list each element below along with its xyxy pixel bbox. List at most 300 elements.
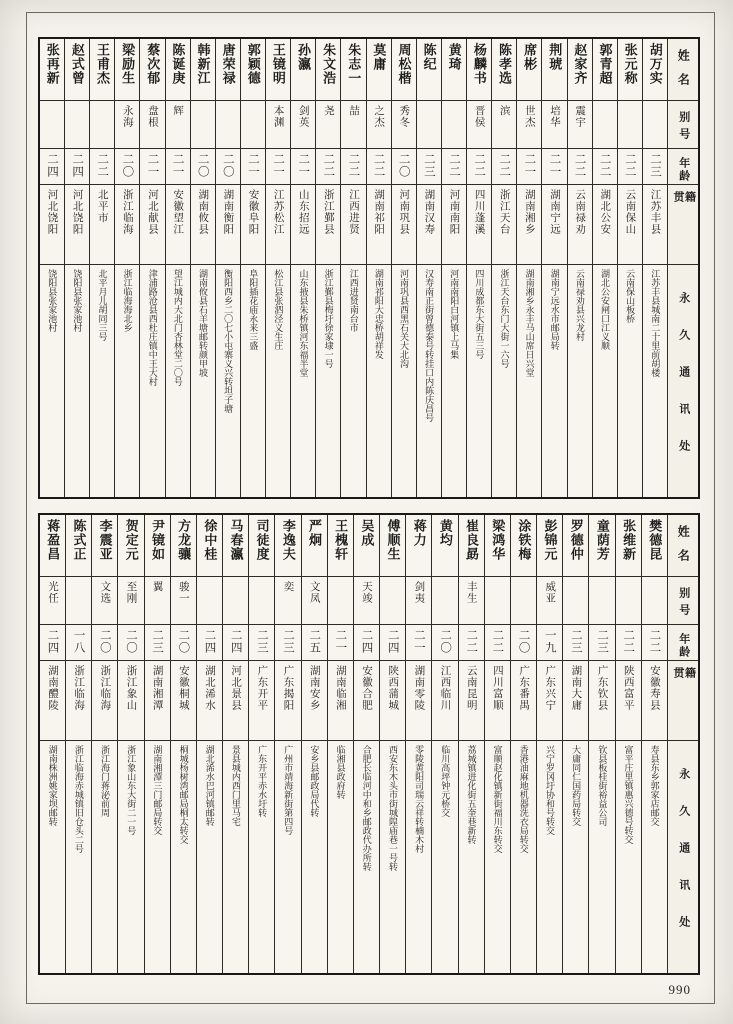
entry-column bbox=[197, 515, 223, 973]
cell-alias bbox=[223, 577, 248, 625]
cell-name bbox=[92, 515, 117, 577]
age-text: 二二 bbox=[96, 153, 109, 178]
name-text: 吴成 bbox=[359, 519, 375, 547]
native_place-text: 江西临川 bbox=[439, 665, 451, 711]
cell-name bbox=[40, 515, 65, 577]
cell-native_place bbox=[191, 185, 215, 265]
cell-alias bbox=[492, 101, 516, 149]
cell-name bbox=[367, 39, 391, 101]
cell-address bbox=[316, 265, 340, 497]
address-text: 浙江临海海北乡 bbox=[122, 269, 133, 332]
native_place-text: 湖南宁远 bbox=[548, 189, 560, 235]
column-header-native_place: 籍贯 bbox=[672, 667, 696, 704]
cell-name bbox=[392, 39, 416, 101]
cell-address bbox=[642, 741, 667, 973]
native_place-text: 云南禄劝 bbox=[574, 189, 586, 235]
cell-alias bbox=[618, 101, 642, 149]
entry-column bbox=[140, 39, 165, 497]
address-text: 西安东木头市街城隍庙巷一号转 bbox=[387, 745, 398, 871]
age-text: 二四 bbox=[46, 629, 59, 654]
address-text: 寿县东乡郭家店邮交 bbox=[649, 745, 660, 826]
entry-column bbox=[65, 39, 90, 497]
cell-address bbox=[40, 265, 64, 497]
name-text: 胡万实 bbox=[647, 43, 663, 85]
alias-text: 培华 bbox=[548, 105, 560, 128]
native_place-text: 安徽桐城 bbox=[177, 665, 189, 711]
cell-native_place bbox=[432, 661, 457, 741]
entry-column bbox=[618, 39, 643, 497]
cell-native_place bbox=[249, 661, 274, 741]
cell-name bbox=[65, 39, 89, 101]
age-text: 二一 bbox=[171, 153, 184, 178]
name-text: 杨麟书 bbox=[471, 43, 487, 85]
address-text: 临川高坪钟元桥交 bbox=[440, 745, 451, 817]
cell-alias bbox=[542, 101, 566, 149]
address-text: 饶阳县张家池村 bbox=[47, 269, 58, 332]
address-text: 钦县板桂街裕益公司 bbox=[597, 745, 608, 826]
cell-native_place bbox=[223, 661, 248, 741]
entry-column bbox=[115, 39, 140, 497]
entry-column bbox=[316, 39, 341, 497]
cell-name bbox=[517, 39, 541, 101]
address-text: 四川成都东大街五三号 bbox=[474, 269, 485, 359]
address-text: 河南南阳白河镇上马集 bbox=[449, 269, 460, 359]
age-text: 二〇 bbox=[221, 153, 234, 178]
native_place-text: 湖北浠水 bbox=[204, 665, 215, 711]
age-text: 二四 bbox=[71, 153, 84, 178]
name-text: 荆琥 bbox=[547, 43, 563, 71]
address-text: 浙江海门蒋泌前周 bbox=[100, 745, 111, 817]
cell-alias bbox=[328, 577, 353, 625]
age-text: 二三 bbox=[255, 629, 268, 654]
cell-alias bbox=[459, 577, 484, 625]
cell-native_place bbox=[171, 661, 196, 741]
cell-name bbox=[90, 39, 114, 101]
cell-native_place bbox=[216, 185, 240, 265]
address-text: 云南保山板桥 bbox=[625, 269, 636, 323]
cell-alias bbox=[291, 101, 315, 149]
cell-age bbox=[266, 149, 290, 185]
age-text: 二二 bbox=[347, 153, 360, 178]
cell-alias bbox=[40, 577, 65, 625]
native_place-text: 湖南醴陵 bbox=[46, 665, 58, 711]
cell-age bbox=[643, 149, 667, 185]
cell-name bbox=[459, 515, 484, 577]
entry-column bbox=[341, 39, 366, 497]
name-text: 马春瀛 bbox=[228, 519, 244, 561]
name-text: 黄均 bbox=[437, 519, 453, 547]
age-text: 二一 bbox=[246, 153, 259, 178]
cell-native_place bbox=[328, 661, 353, 741]
cell-address bbox=[380, 741, 405, 973]
alias-text: 天竣 bbox=[361, 581, 373, 604]
cell-age bbox=[616, 625, 641, 661]
entry-column bbox=[40, 515, 66, 973]
entry-column bbox=[302, 515, 328, 973]
cell-native_place bbox=[266, 185, 290, 265]
alias-text: 至刚 bbox=[125, 581, 137, 604]
address-text: 湖南祁阳大忠桥胡祥发 bbox=[373, 269, 384, 359]
age-text: 二五 bbox=[308, 629, 321, 654]
cell-name bbox=[291, 39, 315, 101]
cell-native_place bbox=[275, 661, 300, 741]
cell-name bbox=[223, 515, 248, 577]
alias-text: 剑英 bbox=[297, 105, 309, 128]
entry-column bbox=[40, 39, 65, 497]
address-text: 兴宁罗冈圩协和号转交 bbox=[544, 745, 555, 835]
cell-alias bbox=[40, 101, 64, 149]
name-text: 樊德昆 bbox=[647, 519, 663, 561]
cell-address bbox=[328, 741, 353, 973]
address-text: 景县城内西门里马宅 bbox=[230, 745, 241, 826]
cell-age bbox=[618, 149, 642, 185]
entry-column bbox=[191, 39, 216, 497]
cell-name bbox=[568, 39, 592, 101]
header-band-native_place bbox=[668, 661, 698, 741]
name-text: 方龙骧 bbox=[176, 519, 192, 561]
cell-name bbox=[642, 515, 667, 577]
address-text: 安乡县邮政局代转 bbox=[309, 745, 320, 817]
native_place-text: 安徽合肥 bbox=[361, 665, 373, 711]
cell-native_place bbox=[406, 661, 431, 741]
native_place-text: 广东番禺 bbox=[518, 665, 530, 711]
cell-address bbox=[66, 741, 91, 973]
cell-alias bbox=[66, 577, 91, 625]
cell-alias bbox=[589, 577, 614, 625]
cell-native_place bbox=[467, 185, 491, 265]
cell-alias bbox=[191, 101, 215, 149]
name-text: 李震亚 bbox=[97, 519, 113, 561]
cell-address bbox=[275, 741, 300, 973]
age-text: 二二 bbox=[498, 153, 511, 178]
cell-native_place bbox=[542, 185, 566, 265]
entry-column bbox=[537, 515, 563, 973]
cell-name bbox=[618, 39, 642, 101]
alias-text: 光任 bbox=[46, 581, 58, 604]
entry-column bbox=[216, 39, 241, 497]
name-text: 彭锦元 bbox=[542, 519, 558, 561]
cell-alias bbox=[302, 577, 327, 625]
entry-column bbox=[354, 515, 380, 973]
cell-native_place bbox=[115, 185, 139, 265]
cell-name bbox=[341, 39, 365, 101]
address-text: 荔城镇进化街五奎巷新转 bbox=[466, 745, 477, 844]
entry-column bbox=[616, 515, 642, 973]
native_place-text: 河北饶阳 bbox=[71, 189, 83, 235]
column-header-age: 年龄 bbox=[677, 632, 690, 659]
address-text: 大庸同仁国药局转交 bbox=[571, 745, 582, 826]
cell-alias bbox=[417, 101, 441, 149]
cell-native_place bbox=[392, 185, 416, 265]
alias-text: 之杰 bbox=[373, 105, 385, 128]
name-text: 罗德仲 bbox=[568, 519, 584, 561]
native_place-text: 湖南湘潭 bbox=[151, 665, 163, 711]
address-text: 衡阳西乡二〇七小屯寨义兴转坦子塘 bbox=[223, 269, 234, 413]
name-text: 郭青超 bbox=[597, 43, 613, 85]
header-band-name bbox=[668, 515, 698, 577]
cell-name bbox=[563, 515, 588, 577]
cell-alias bbox=[92, 577, 117, 625]
cell-age bbox=[642, 625, 667, 661]
cell-address bbox=[115, 265, 139, 497]
cell-native_place bbox=[145, 661, 170, 741]
entry-column bbox=[417, 39, 442, 497]
column-header-alias: 别号 bbox=[677, 110, 690, 145]
cell-address bbox=[367, 265, 391, 497]
address-text: 广州市靖海新街第四号 bbox=[283, 745, 294, 835]
name-text: 陈纪 bbox=[421, 43, 437, 71]
cell-native_place bbox=[459, 661, 484, 741]
cell-alias bbox=[616, 577, 641, 625]
cell-address bbox=[291, 265, 315, 497]
entry-column bbox=[568, 39, 593, 497]
cell-alias bbox=[166, 101, 190, 149]
entry-column bbox=[642, 515, 668, 973]
cell-native_place bbox=[593, 185, 617, 265]
cell-name bbox=[197, 515, 222, 577]
name-text: 梁励生 bbox=[120, 43, 136, 85]
address-text: 松江县张泗泾义生庄 bbox=[273, 269, 284, 350]
age-text: 二一 bbox=[334, 629, 347, 654]
cell-address bbox=[354, 741, 379, 973]
cell-alias bbox=[563, 577, 588, 625]
address-text: 湖北浠水巴河镇邮转 bbox=[204, 745, 215, 826]
native_place-text: 河南南阳 bbox=[448, 189, 460, 235]
cell-native_place bbox=[354, 661, 379, 741]
native_place-text: 湖南汉寿 bbox=[423, 189, 435, 235]
cell-address bbox=[191, 265, 215, 497]
cell-age bbox=[568, 149, 592, 185]
cell-native_place bbox=[302, 661, 327, 741]
age-text: 二三 bbox=[596, 629, 609, 654]
name-text: 张元称 bbox=[622, 43, 638, 85]
name-text: 蒋力 bbox=[411, 519, 427, 547]
cell-age bbox=[66, 625, 91, 661]
cell-native_place bbox=[442, 185, 466, 265]
name-text: 陈式正 bbox=[71, 519, 87, 561]
cell-alias bbox=[367, 101, 391, 149]
entry-column bbox=[380, 515, 406, 973]
cell-native_place bbox=[380, 661, 405, 741]
address-text: 江西进贤南台市 bbox=[348, 269, 359, 332]
cell-address bbox=[568, 265, 592, 497]
entry-column bbox=[593, 39, 618, 497]
cell-name bbox=[140, 39, 164, 101]
native_place-text: 湖南临湘 bbox=[334, 665, 346, 711]
cell-native_place bbox=[341, 185, 365, 265]
native_place-text: 北平市 bbox=[96, 189, 108, 224]
cell-address bbox=[302, 741, 327, 973]
cell-native_place bbox=[90, 185, 114, 265]
cell-alias bbox=[517, 101, 541, 149]
age-text: 二〇 bbox=[98, 629, 111, 654]
cell-age bbox=[511, 625, 536, 661]
cell-address bbox=[40, 741, 65, 973]
entry-column bbox=[291, 39, 316, 497]
cell-native_place bbox=[563, 661, 588, 741]
name-text: 周松楷 bbox=[396, 43, 412, 85]
entry-column bbox=[392, 39, 417, 497]
name-text: 贺定元 bbox=[123, 519, 139, 561]
cell-address bbox=[517, 265, 541, 497]
cell-age bbox=[302, 625, 327, 661]
age-text: 二二 bbox=[622, 629, 635, 654]
age-text: 二四 bbox=[45, 153, 58, 178]
age-text: 二二 bbox=[447, 153, 460, 178]
age-text: 二三 bbox=[422, 153, 435, 178]
header-band-age bbox=[668, 149, 698, 185]
alias-text: 骏一 bbox=[177, 581, 189, 604]
cell-age bbox=[492, 149, 516, 185]
native_place-text: 广东揭阳 bbox=[282, 665, 294, 711]
column-header-name: 姓名 bbox=[676, 524, 691, 573]
cell-alias bbox=[140, 101, 164, 149]
cell-age bbox=[249, 625, 274, 661]
native_place-text: 云南昆明 bbox=[465, 665, 477, 711]
age-text: 二〇 bbox=[517, 629, 530, 654]
cell-native_place bbox=[643, 185, 667, 265]
entry-column bbox=[266, 39, 291, 497]
age-text: 二三 bbox=[569, 629, 582, 654]
cell-address bbox=[266, 265, 290, 497]
cell-alias bbox=[90, 101, 114, 149]
cell-age bbox=[145, 625, 170, 661]
cell-name bbox=[511, 515, 536, 577]
age-text: 二一 bbox=[146, 153, 159, 178]
entry-column bbox=[643, 39, 668, 497]
entry-column bbox=[66, 515, 92, 973]
cell-age bbox=[417, 149, 441, 185]
cell-native_place bbox=[492, 185, 516, 265]
entry-column bbox=[563, 515, 589, 973]
name-text: 蔡次郁 bbox=[145, 43, 161, 85]
age-text: 二二 bbox=[491, 629, 504, 654]
cell-age bbox=[593, 149, 617, 185]
age-text: 二一 bbox=[548, 153, 561, 178]
entry-column bbox=[328, 515, 354, 973]
cell-alias bbox=[171, 577, 196, 625]
name-text: 傅顺生 bbox=[385, 519, 401, 561]
age-text: 二〇 bbox=[125, 629, 137, 654]
name-text: 赵家齐 bbox=[572, 43, 588, 85]
address-text: 富顺赵化镇新街福川东转交 bbox=[492, 745, 503, 853]
native_place-text: 湖南湘乡 bbox=[523, 189, 535, 235]
name-text: 涂铁梅 bbox=[516, 519, 532, 561]
cell-age bbox=[467, 149, 491, 185]
header-band-address bbox=[668, 265, 698, 497]
address-text: 浙江天台东门大街一六号 bbox=[499, 269, 510, 368]
cell-name bbox=[537, 515, 562, 577]
cell-native_place bbox=[642, 661, 667, 741]
name-text: 崔良勗 bbox=[464, 519, 480, 561]
cell-name bbox=[380, 515, 405, 577]
cell-native_place bbox=[65, 185, 89, 265]
native_place-text: 江苏松江 bbox=[272, 189, 284, 235]
column-header-address: 永久通讯处 bbox=[677, 291, 690, 477]
entry-column bbox=[249, 515, 275, 973]
entry-column bbox=[432, 515, 458, 973]
address-text: 桐城杨树湾邮局桐太转交 bbox=[178, 745, 189, 844]
cell-name bbox=[266, 39, 290, 101]
cell-name bbox=[118, 515, 143, 577]
cell-native_place bbox=[40, 661, 65, 741]
entry-column bbox=[92, 515, 118, 973]
cell-native_place bbox=[568, 185, 592, 265]
address-text: 零陵黄阳司瑞云祥转楠木村 bbox=[414, 745, 425, 853]
age-text: 二四 bbox=[203, 629, 216, 654]
age-text: 二一 bbox=[523, 153, 536, 178]
age-text: 二三 bbox=[648, 153, 661, 178]
cell-age bbox=[216, 149, 240, 185]
cell-alias bbox=[118, 577, 143, 625]
alias-text: 威亚 bbox=[544, 581, 556, 604]
cell-address bbox=[417, 265, 441, 497]
cell-age bbox=[65, 149, 89, 185]
cell-address bbox=[593, 265, 617, 497]
cell-alias bbox=[249, 577, 274, 625]
alias-text: 晋侯 bbox=[473, 105, 485, 128]
alias-text: 本渊 bbox=[272, 105, 284, 128]
cell-name bbox=[542, 39, 566, 101]
alias-text: 翼 bbox=[151, 581, 163, 593]
alias-text: 永海 bbox=[121, 105, 133, 128]
native_place-text: 山东招远 bbox=[297, 189, 309, 235]
header-band-alias bbox=[668, 577, 698, 625]
name-text: 李逸夫 bbox=[280, 519, 296, 561]
cell-alias bbox=[467, 101, 491, 149]
name-text: 王镜明 bbox=[270, 43, 286, 85]
cell-native_place bbox=[537, 661, 562, 741]
cell-name bbox=[593, 39, 617, 101]
name-text: 朱志一 bbox=[346, 43, 362, 85]
cell-age bbox=[392, 149, 416, 185]
cell-name bbox=[66, 515, 91, 577]
cell-address bbox=[197, 741, 222, 973]
age-text: 二〇 bbox=[397, 153, 410, 178]
alias-text: 丰生 bbox=[465, 581, 477, 604]
native_place-text: 安徽望江 bbox=[172, 189, 184, 235]
header-band-name bbox=[668, 39, 698, 101]
name-text: 赵式曾 bbox=[69, 43, 85, 85]
cell-name bbox=[316, 39, 340, 101]
cell-age bbox=[90, 149, 114, 185]
alias-text: 滨 bbox=[498, 105, 510, 117]
entry-column bbox=[241, 39, 266, 497]
cell-alias bbox=[593, 101, 617, 149]
name-text: 朱文浩 bbox=[321, 43, 337, 85]
name-text: 张再新 bbox=[44, 43, 60, 85]
cell-address bbox=[616, 741, 641, 973]
entry-column bbox=[145, 515, 171, 973]
native_place-text: 广东钦县 bbox=[596, 665, 608, 711]
cell-age bbox=[537, 625, 562, 661]
address-text: 湖南株洲姚家坝邮转 bbox=[47, 745, 58, 826]
cell-alias bbox=[643, 101, 667, 149]
age-text: 一八 bbox=[72, 629, 85, 654]
address-text: 合肥长临河中和乡邮政代办所转 bbox=[361, 745, 372, 871]
cell-name bbox=[354, 515, 379, 577]
cell-name bbox=[328, 515, 353, 577]
age-text: 二〇 bbox=[196, 153, 209, 178]
cell-address bbox=[485, 741, 510, 973]
cell-native_place bbox=[291, 185, 315, 265]
cell-age bbox=[40, 625, 65, 661]
header-column bbox=[668, 39, 698, 497]
entry-column bbox=[166, 39, 191, 497]
cell-name bbox=[40, 39, 64, 101]
age-text: 二〇 bbox=[177, 629, 190, 654]
cell-address bbox=[92, 741, 117, 973]
